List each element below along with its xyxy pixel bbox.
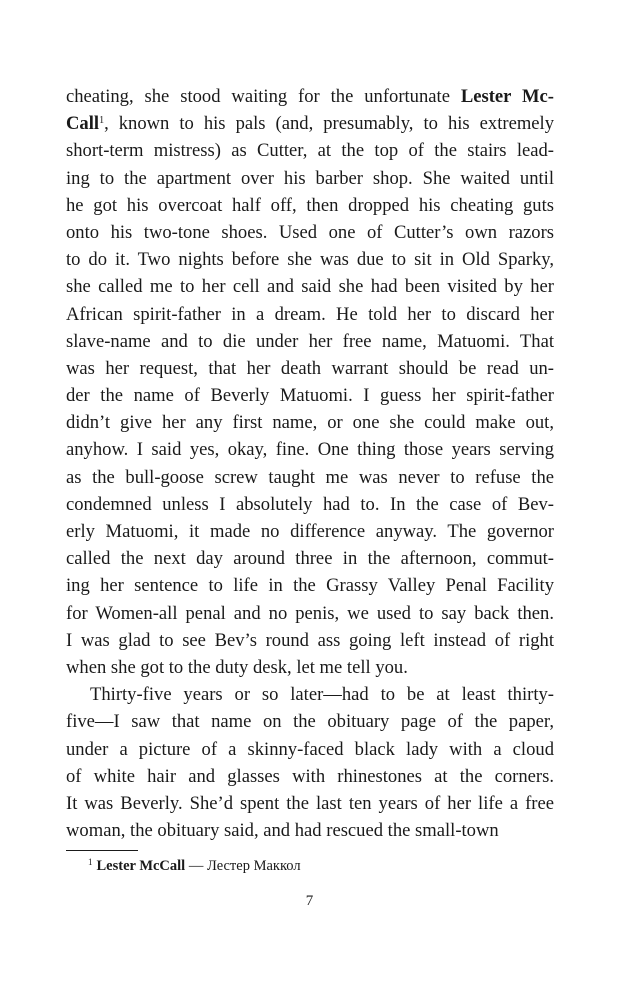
text-line [66, 165, 554, 192]
text-run: erly Matuomi, it made no difference anyway. The governor [66, 521, 554, 542]
text-line [66, 219, 554, 246]
text-line [66, 301, 554, 328]
text-line [66, 627, 554, 654]
text-run: Thirty-five years or so later—had to be at least thirty- [90, 684, 554, 706]
text-run: cheating, she stood waiting for the unfortunate [66, 86, 461, 107]
text-line [66, 110, 554, 137]
text-line [66, 83, 554, 110]
text-run: she called me to her cell and said she had been visited by her [66, 276, 554, 298]
footnote-translation: — Лестер Маккол [185, 858, 301, 874]
text-run: , known to his pals (and, presumably, to his extremely [104, 113, 554, 135]
text-run: It was Beverly. She’d spent the last ten years of her life a free [66, 792, 554, 814]
text-run: ing her sentence to life in the Grassy Valley Penal Facility [66, 575, 554, 597]
footnote-divider [66, 850, 138, 851]
footnote-reference: 1 [99, 115, 105, 127]
text-line [66, 328, 554, 355]
text-run: to do it. Two nights before she was due to sit in Old Sparky, [66, 249, 554, 271]
text-run: was her request, that her death warrant should be read un- [66, 357, 554, 379]
text-line [66, 600, 554, 627]
text-run: five—I saw that name on the obituary page of the paper, [66, 711, 554, 733]
text-line [66, 518, 554, 545]
text-line [66, 572, 554, 599]
text-line [66, 246, 554, 273]
footnote-term: Lester McCall [96, 858, 186, 874]
text-run: African spirit-father in a dream. He told her to discard her [66, 303, 554, 325]
text-line [66, 382, 554, 409]
text-line [66, 355, 554, 382]
footnote [88, 857, 301, 875]
text-line [66, 273, 554, 300]
text-run: anyhow. I said yes, okay, fine. One thing those years serving [66, 439, 554, 461]
text-run: woman, the obituary said, and had rescued the small-town [66, 820, 499, 842]
text-line [66, 491, 554, 518]
text-line [66, 464, 554, 491]
footnote-marker: 1 [88, 857, 93, 867]
text-run: as the bull-goose screw taught me was never to refuse the [66, 466, 554, 488]
paragraph-2 [66, 681, 554, 844]
text-run: short-term mistress) as Cutter, at the top of the stairs lead- [66, 140, 554, 162]
text-run: condemned unless I absolutely had to. In the case of Bev- [66, 493, 554, 515]
text-line [66, 763, 554, 790]
text-line [66, 654, 554, 681]
bold-name: Call [66, 113, 100, 135]
text-line [66, 736, 554, 763]
text-line [66, 436, 554, 463]
text-run: der the name of Beverly Matuomi. I guess her spirit-father [66, 385, 554, 407]
text-line [66, 545, 554, 572]
text-run: I was glad to see Bev’s round ass going left instead of right [66, 629, 554, 651]
text-run: for Women-all penal and no penis, we used to say back then. [66, 602, 554, 624]
page-number: 7 [305, 893, 314, 909]
text-line [66, 409, 554, 436]
text-line [66, 817, 554, 844]
text-run: onto his two-tone shoes. Used one of Cutter’s own razors [66, 221, 554, 243]
text-line [66, 137, 554, 164]
text-run: called the next day around three in the afternoon, commut- [66, 548, 554, 570]
text-run: of white hair and glasses with rhinestones at the corners. [66, 765, 554, 787]
bold-name: Lester Mc- [460, 86, 554, 107]
text-run: he got his overcoat half off, then dropped his cheating guts [66, 194, 554, 216]
text-line [66, 192, 554, 219]
text-line [66, 708, 554, 735]
text-run: slave-name and to die under her free name, Matuomi. That [66, 330, 554, 352]
text-run: when she got to the duty desk, let me tell you. [66, 656, 408, 678]
text-line [66, 790, 554, 817]
text-run: ing to the apartment over his barber shop. She waited until [66, 167, 554, 189]
text-line [66, 681, 554, 708]
paragraph-1 [66, 83, 554, 681]
text-run: under a picture of a skinny-faced black lady with a cloud [66, 738, 554, 760]
body-text [66, 83, 554, 844]
text-run: didn’t give her any first name, or one she could make out, [66, 412, 554, 434]
